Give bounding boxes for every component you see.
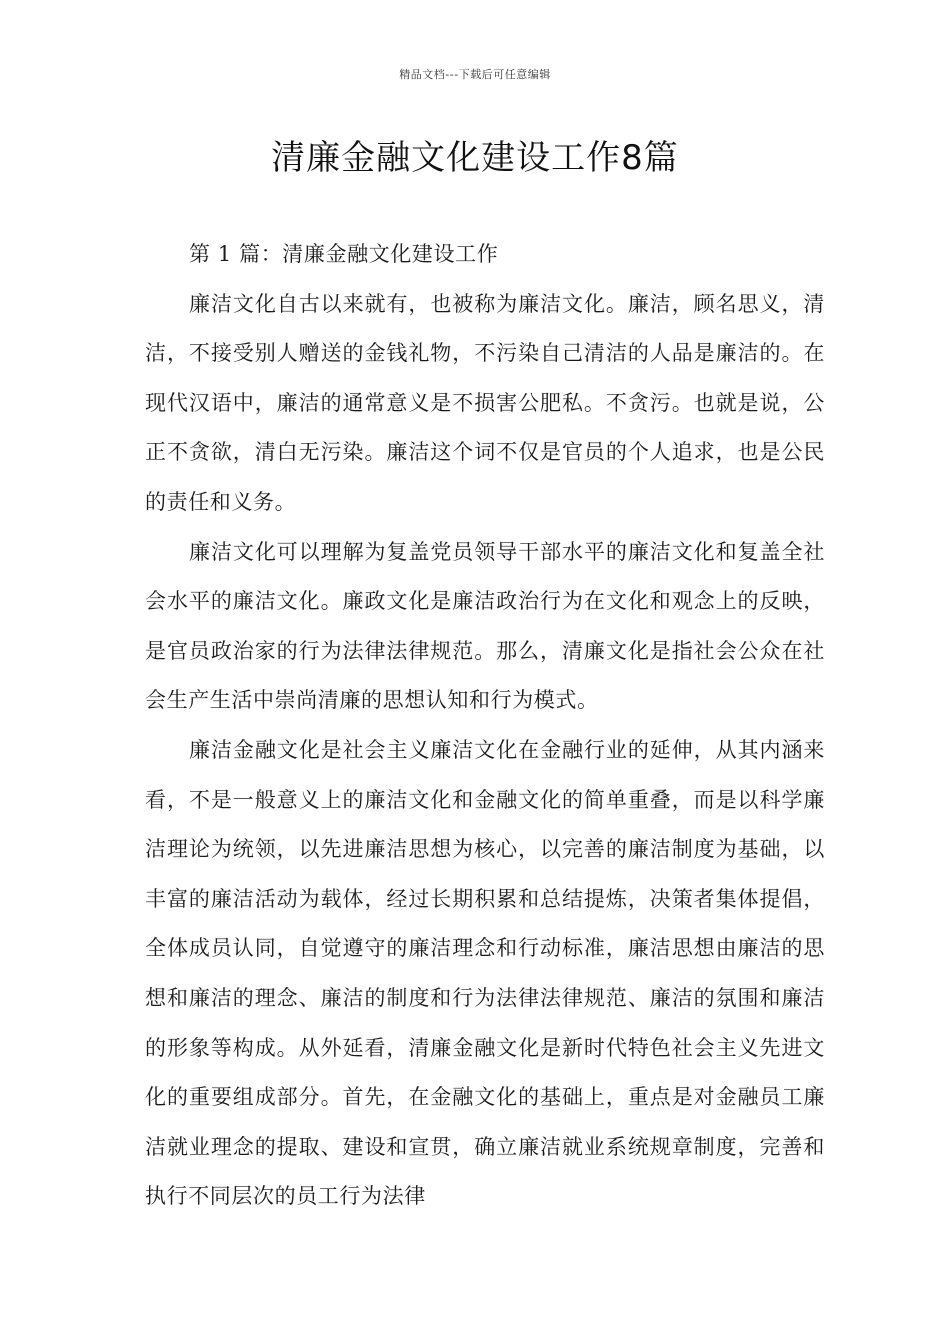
section-heading: 第 1 篇：清廉金融文化建设工作 — [189, 242, 499, 266]
paragraph-2: 廉洁文化可以理解为复盖党员领导干部水平的廉洁文化和复盖全社会水平的廉洁文化。廉政文化是廉洁政治行为在文化和观念上的反映，是官员政治家的行为法律法律规范。那么，清廉文化是指社会公众在社会生产生活中崇尚清廉的思想认知和行为模式。 — [145, 539, 825, 713]
document-title: 清廉金融文化建设工作8篇 — [271, 138, 679, 178]
paragraph-3: 廉洁金融文化是社会主义廉洁文化在金融行业的延伸，从其内涵来看，不是一般意义上的廉洁文化和金融文化的简单重叠，而是以科学廉洁理论为统领，以先进廉洁思想为核心，以完善的廉洁制度为基础，以丰富的廉洁活动为载体，经过长期积累和总结提炼，决策者集体提倡，全体成员认同，自觉遵守的廉洁理念和行动标准，廉洁思想由廉洁的思想和廉洁的理念、廉洁的制度和行为法律法律规范、廉洁的氛围和廉洁的形象等构成。从外延看，清廉金融文化是新时代特色社会主义先进文化的重要组成部分。首先，在金融文化的基础上，重点是对金融员工廉洁就业理念的提取、建设和宣贯，确立廉洁就业系统规章制度，完善和执行不同层次的员工行为法律 — [145, 737, 825, 1209]
paragraph-1: 廉洁文化自古以来就有，也被称为廉洁文化。廉洁，顾名思义，清洁，不接受别人赠送的金钱礼物，不污染自己清洁的人品是廉洁的。在现代汉语中，廉洁的通常意义是不损害公肥私。不贪污。也就是说，公正不贪欲，清白无污染。廉洁这个词不仅是官员的个人追求，也是公民的责任和义务。 — [145, 291, 825, 514]
header-note: 精品文档---下载后可任意编辑 — [399, 68, 551, 81]
document-body — [145, 230, 825, 1222]
